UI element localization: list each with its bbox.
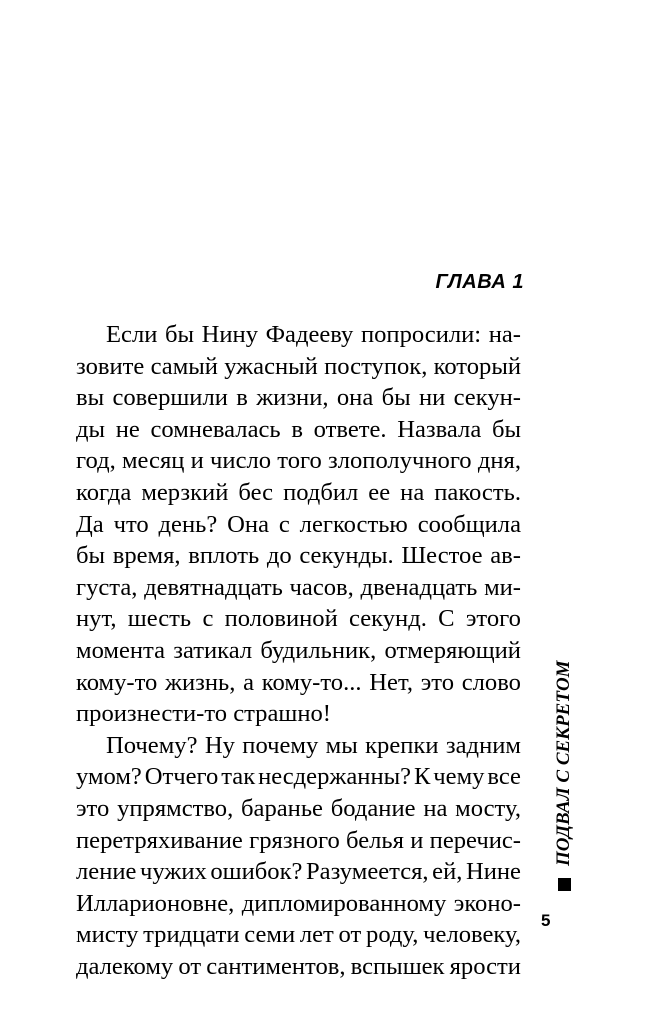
body-text [76,319,521,982]
text-line: кому-то жизнь, а кому-то... Нет, это слово [76,668,521,696]
running-title [553,660,575,891]
text-line: бы время, вплоть до секунды. Шестое ав- [76,542,521,570]
text-line: Если бы Нину Фадееву попросили: на- [106,321,521,348]
text-line: произнести-то страшно! [76,700,331,728]
text-line: момента затикал будильник, отмеряющий [76,636,521,664]
text-line: Почему? Ну почему мы крепки задним [106,731,521,759]
text-line: это упрямство, баранье бодание на мосту, [76,794,521,822]
running-title-text: ПОДВАЛ С СЕКРЕТОМ [553,660,574,866]
square-bullet-icon [558,878,571,891]
text-line: вы совершили в жизни, она бы ни секун- [76,384,521,412]
page-number: 5 [541,911,551,930]
text-line: ды не сомневалась в ответе. Назвала бы [76,415,521,443]
text-line: зовите самый ужасный поступок, который [76,352,521,380]
text-line: нут, шесть с половиной секунд. С этого [76,605,521,633]
text-line: когда мерзкий бес подбил ее на пакость. [76,478,521,506]
text-line: год, месяц и число того злополучного дня, [76,447,521,475]
text-line: далекому от сантиментов, вспышек ярости [76,952,521,980]
paragraph [76,730,521,983]
text-line: Илларионовне, дипломированному эконо- [76,889,521,917]
chapter-heading: ГЛАВА 1 [435,271,524,293]
text-line: густа, девятнадцать часов, двенадцать ми- [76,573,521,601]
text-line: умом? Отчего так несдержанны? К чему все [76,763,521,791]
text-line: перетряхивание грязного белья и перечис- [76,826,521,854]
text-line: мисту тридцати семи лет от роду, человеку, [76,921,521,949]
text-line: ление чужих ошибок? Разумеется, ей, Нине [76,858,521,886]
paragraph [76,319,521,730]
text-line: Да что день? Она с легкостью сообщила [76,510,521,538]
